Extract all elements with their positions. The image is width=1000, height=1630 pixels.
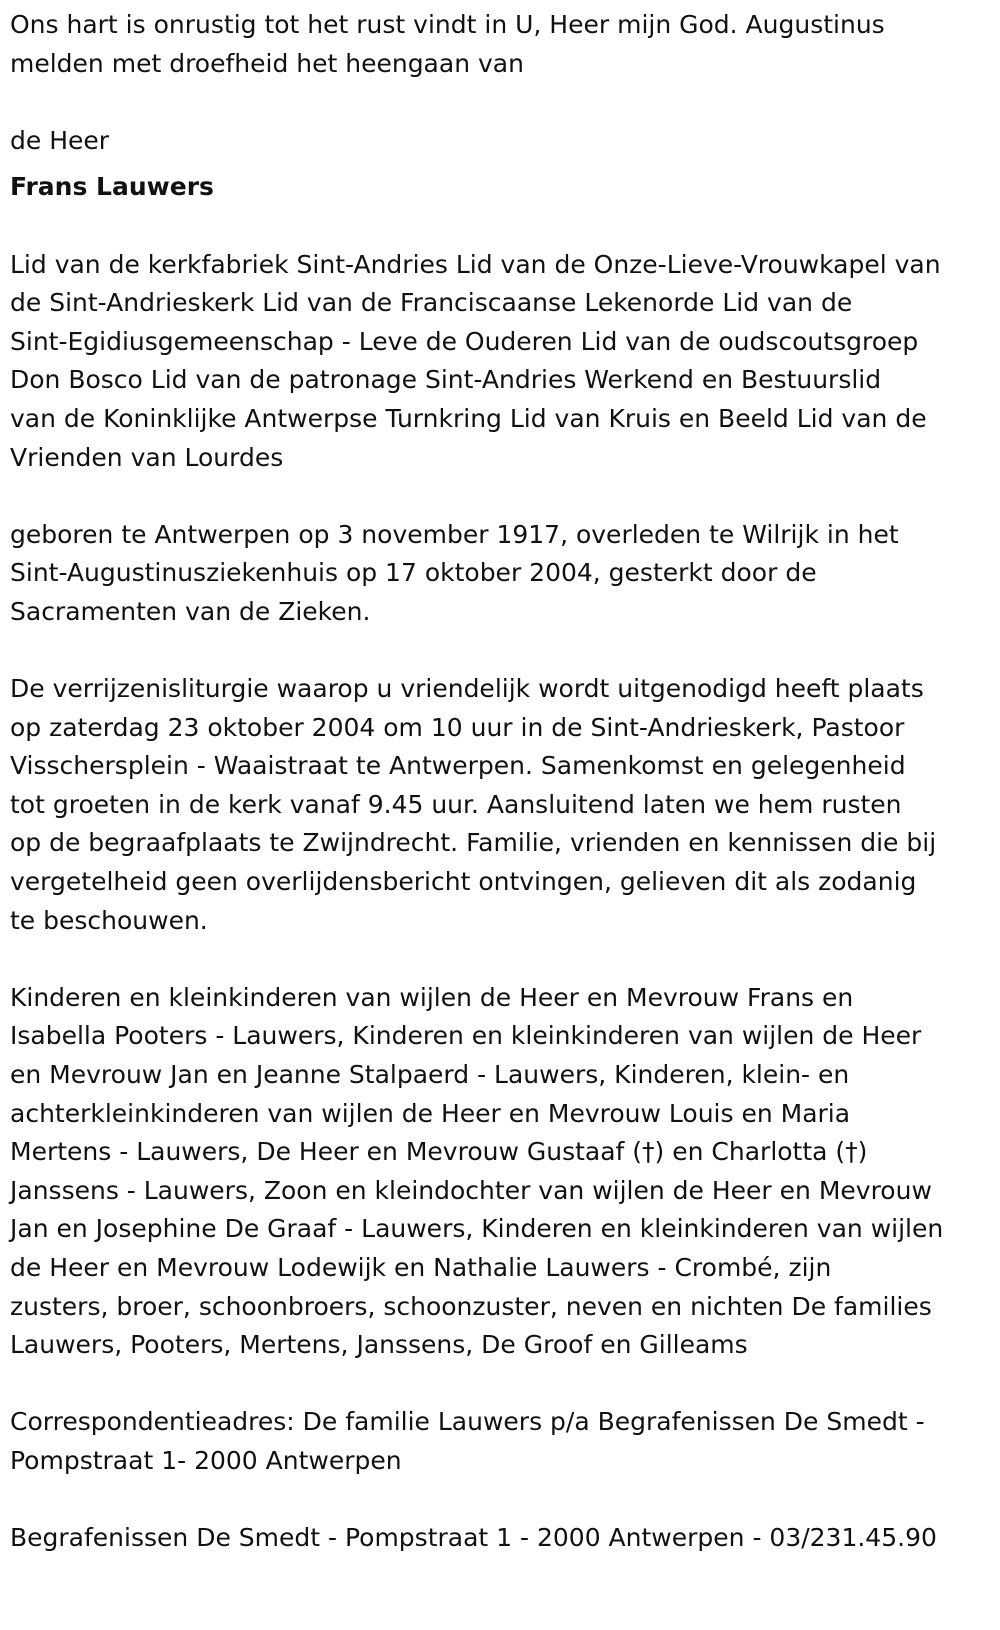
spacer [10, 632, 965, 671]
deceased-name: Frans Lauwers [10, 172, 214, 202]
spacer [10, 477, 965, 516]
spacer [10, 207, 965, 246]
correspondence-address: Correspondentieadres: De familie Lauwers p/a Begrafenissen De Smedt - Pompstraat 1- 2000 Antwerpen [10, 1407, 925, 1475]
memberships-text: Lid van de kerkfabriek Sint-Andries Lid van de Onze-Lieve-Vrouwkapel van de Sint-Andrieskerk Lid van de Franciscaanse Lekenorde Lid van de Sint-Egidiusgemeenschap - Leve de Ouderen Lid van de oudscoutsgroep Don Bosco Lid van de patronage Sint-Andries Werkend en Bestuurslid van de Koninklijke Antwerpse Turnkring Lid van Kruis en Beeld Lid van de Vrienden van Lourdes [10, 249, 941, 472]
service-text: De verrijzenisliturgie waarop u vriendelijk wordt uitgenodigd heeft plaats op zaterdag 23 oktober 2004 om 10 uur in de Sint-Andrieskerk, Pastoor Visschersplein - Waaistraat te Antwerpen. Samenkomst en gelegenheid tot groeten in de kerk vanaf 9.45 uur. Aansluitend laten we hem rusten op de begraafplaats te Zwijndrecht. Familie, vrienden en kennissen die bij vergetelheid geen overlijdensbericht ontvingen, gelieven dit als zodanig te beschouwen. [10, 674, 937, 935]
salutation: de Heer [10, 125, 110, 155]
family-text: Kinderen en kleinkinderen van wijlen de Heer en Mevrouw Frans en Isabella Pooters - Lauwers, Kinderen en kleinkinderen van wijlen de Heer en Mevrouw Jan en Jeanne Stalpaerd - Lauwers, Kinderen, klein- en achterkleinkinderen van wijlen de Heer en Mevrouw Louis en Maria Mertens - Lauwers, De Heer en Mevrouw Gustaaf (†) en Charlotta (†) Janssens - Lauwers, Zoon en kleindochter van wijlen de Heer en Mevrouw Jan en Josephine De Graaf - Lauwers, Kinderen en kleinkinderen van wijlen de Heer en Mevrouw Lodewijk en Nathalie Lauwers - Crombé, zijn zusters, broer, schoonbroers, schoonzuster, neven en nichten De families Lauwers, Pooters, Mertens, Janssens, De Groof en Gilleams [10, 982, 944, 1360]
spacer [10, 940, 965, 979]
obituary-notice [10, 6, 965, 1558]
funeral-home-contact: Begrafenissen De Smedt - Pompstraat 1 - 2000 Antwerpen - 03/231.45.90 [10, 1523, 937, 1553]
birth-death-text: geboren te Antwerpen op 3 november 1917, overleden te Wilrijk in het Sint-Augustinusziekenhuis op 17 oktober 2004, gesterkt door de Sacramenten van de Zieken. [10, 519, 899, 626]
spacer [10, 1481, 965, 1520]
spacer [10, 1365, 965, 1404]
intro-text: Ons hart is onrustig tot het rust vindt in U, Heer mijn God. Augustinus melden met droefheid het heengaan van [10, 10, 885, 78]
spacer [10, 83, 965, 122]
